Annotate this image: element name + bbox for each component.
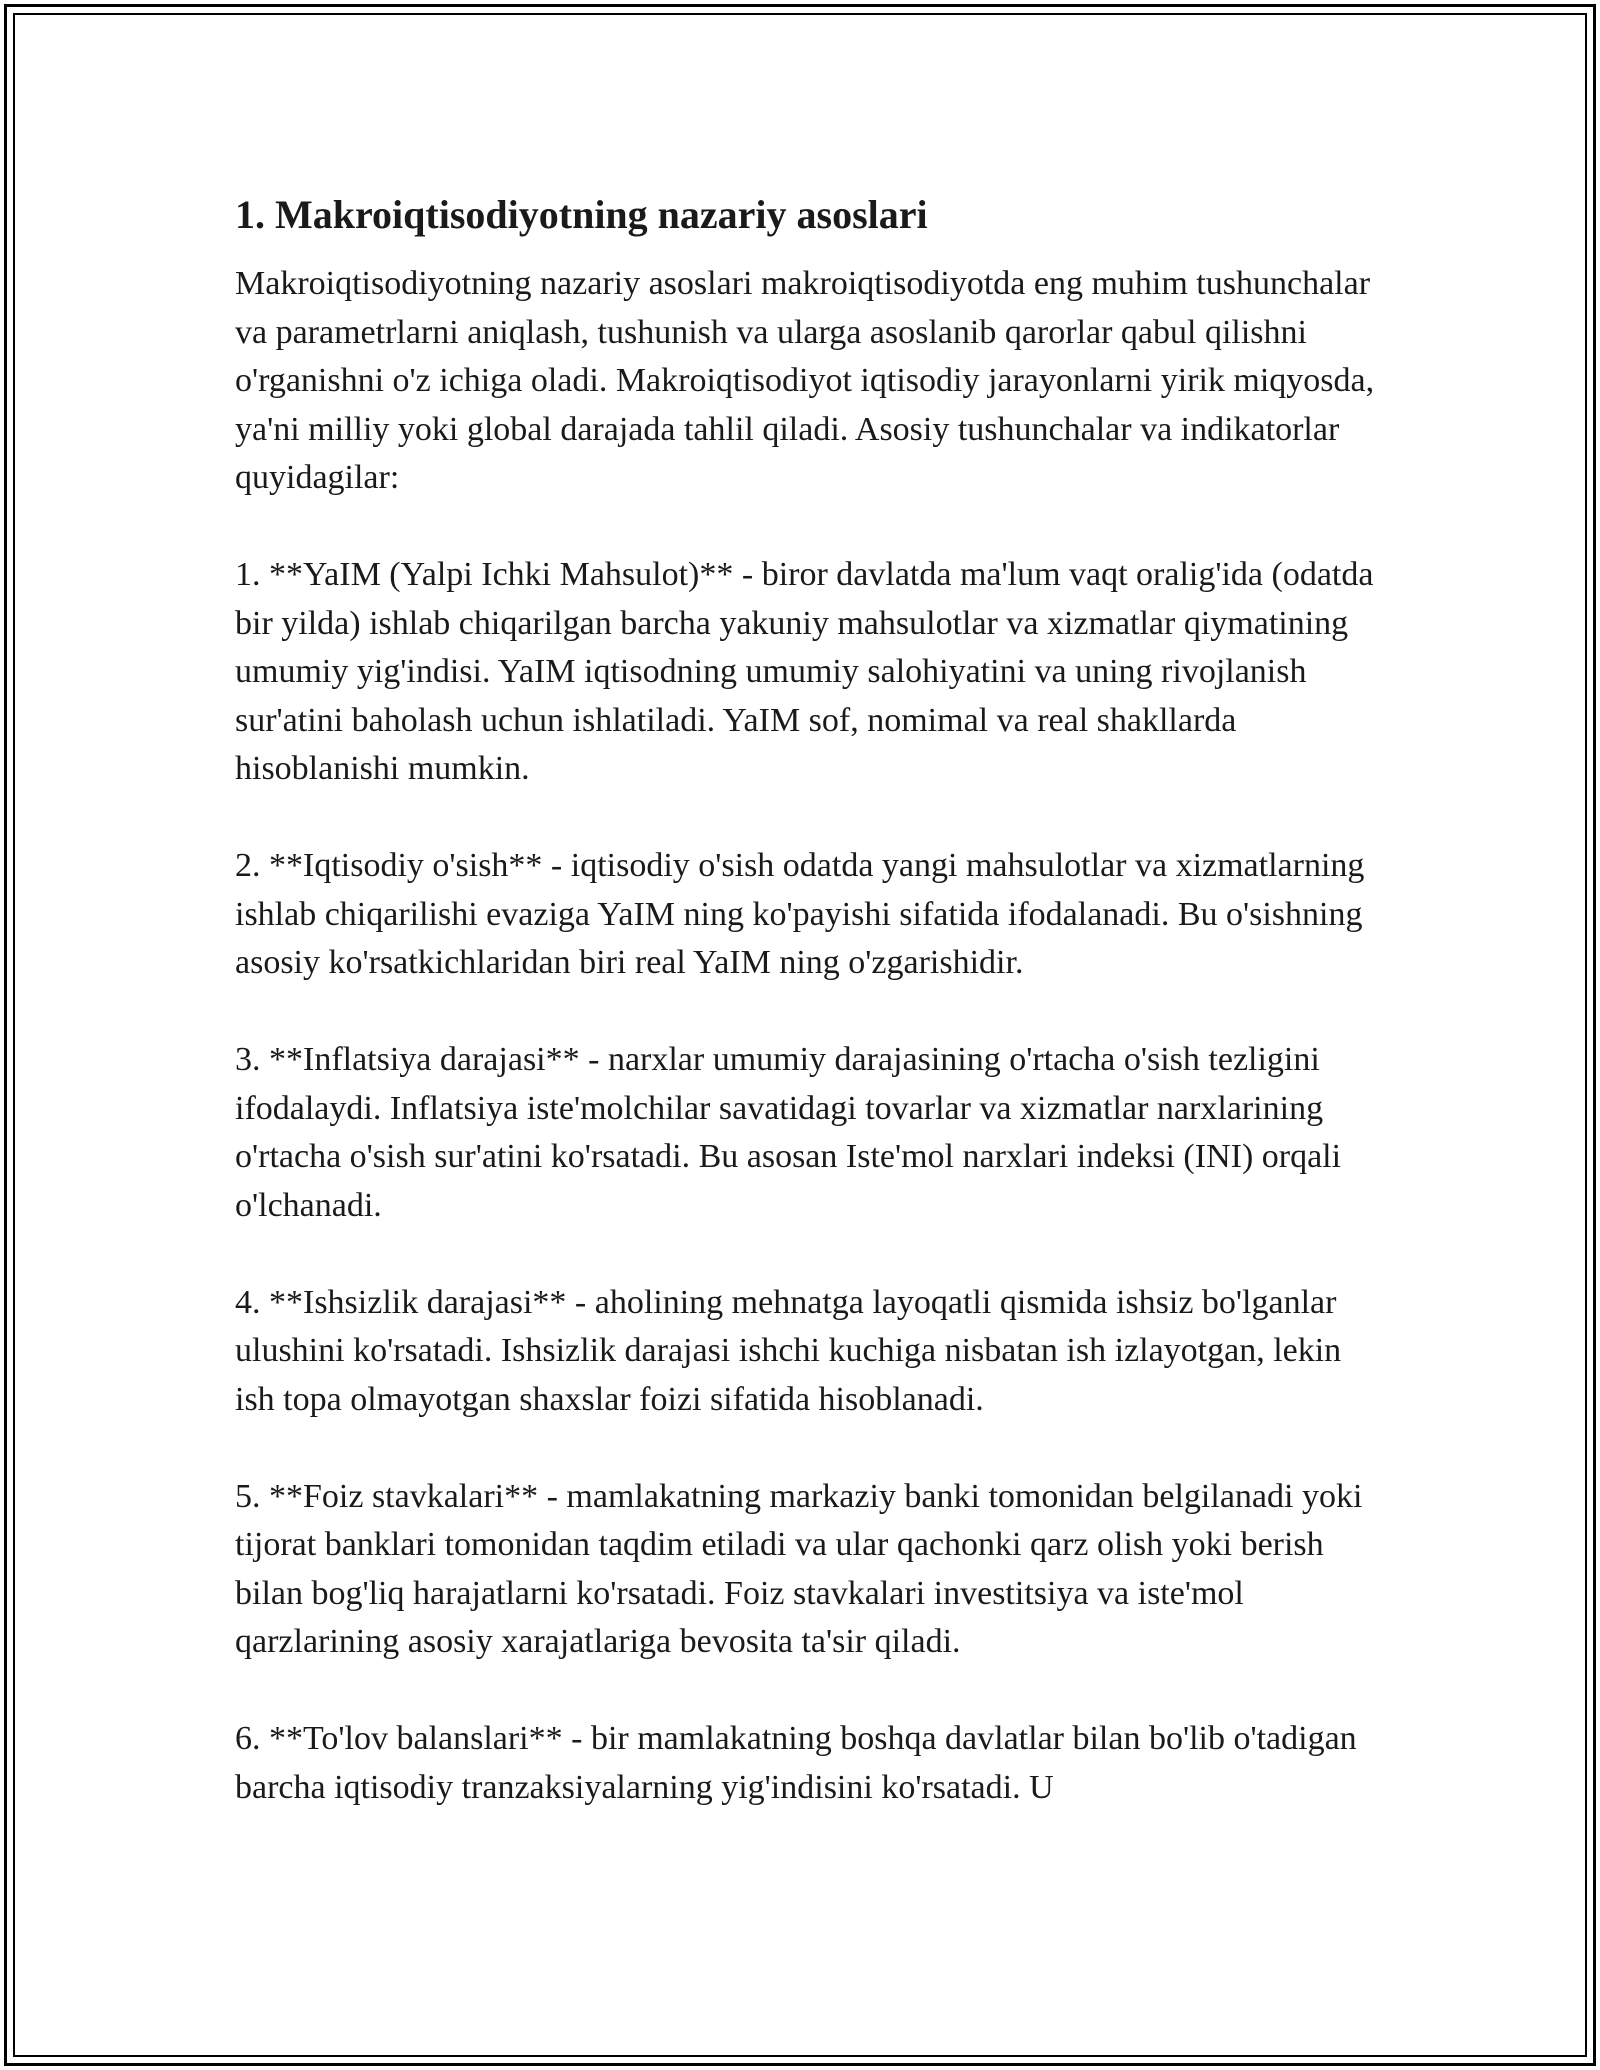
document-page bbox=[235, 190, 1385, 1861]
list-item-inflation: 3. **Inflatsiya darajasi** - narxlar umumiy darajasining o'rtacha o'sish tezligini ifodalaydi. Inflatsiya iste'molchilar savatidagi tovarlar va xizmatlar narxlarining o'rtacha o'sish sur'atini ko'rsatadi. Bu asosan Iste'mol narxlari indeksi (INI) orqali o'lchanadi. bbox=[235, 1041, 1342, 1224]
list-item-gdp: 1. **YaIM (Yalpi Ichki Mahsulot)** - biror davlatda ma'lum vaqt oralig'ida (odatda bir yilda) ishlab chiqarilgan barcha yakuniy mahsulotlar va xizmatlar qiymatining umumiy yig'indisi. YaIM iqtisodning umumiy salohiyatini va uning rivojlanish sur'atini baholash uchun ishlatiladi. YaIM sof, nomimal va real shakllarda hisoblanishi mumkin. bbox=[235, 556, 1374, 787]
list-item-interest-rates: 5. **Foiz stavkalari** - mamlakatning markaziy banki tomonidan belgilanadi yoki tijorat banklari tomonidan taqdim etiladi va ular qachonki qarz olish yoki berish bilan bog'liq harajatlarni ko'rsatadi. Foiz stavkalari investitsiya va iste'mol qarzlarining asosiy xarajatlariga bevosita ta'sir qiladi. bbox=[235, 1477, 1363, 1660]
list-item-economic-growth: 2. **Iqtisodiy o'sish** - iqtisodiy o'sish odatda yangi mahsulotlar va xizmatlarning ishlab chiqarilishi evaziga YaIM ning ko'payishi sifatida ifodalanadi. Bu o'sishning asosiy ko'rsatkichlaridan biri real YaIM ning o'zgarishidir. bbox=[235, 847, 1365, 981]
intro-paragraph: Makroiqtisodiyotning nazariy asoslari makroiqtisodiyotda eng muhim tushunchalar va parametrlarni aniqlash, tushunish va ularga asoslanib qarorlar qabul qilishni o'rganishni o'z ichiga oladi. Makroiqtisodiyot iqtisodiy jarayonlarni yirik miqyosda, ya'ni milliy yoki global darajada tahlil qiladi. Asosiy tushunchalar va indikatorlar quyidagilar: bbox=[235, 265, 1375, 496]
section-heading: 1. Makroiqtisodiyotning nazariy asoslari bbox=[235, 192, 928, 237]
list-item-balance-of-payments: 6. **To'lov balanslari** - bir mamlakatning boshqa davlatlar bilan bo'lib o'tadigan barcha iqtisodiy tranzaksiyalarning yig'indisini ko'rsatadi. U bbox=[235, 1720, 1357, 1806]
list-item-unemployment: 4. **Ishsizlik darajasi** - aholining mehnatga layoqatli qismida ishsiz bo'lganlar ulushini ko'rsatadi. Ishsizlik darajasi ishchi kuchiga nisbatan ish izlayotgan, lekin ish topa olmayotgan shaxslar foizi sifatida hisoblanadi. bbox=[235, 1283, 1342, 1418]
